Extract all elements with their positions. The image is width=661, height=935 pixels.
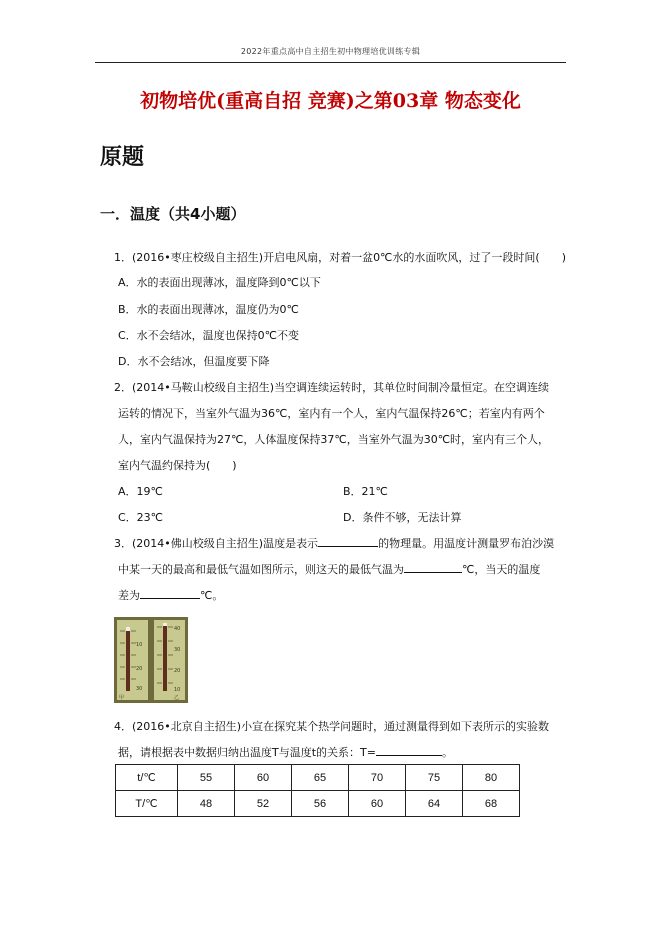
q2-option-c: C．23℃ bbox=[118, 511, 164, 524]
thermometer-right-label: 乙 bbox=[174, 695, 180, 701]
table-cell: 70 bbox=[349, 765, 406, 791]
q3-text: ℃。 bbox=[200, 589, 224, 602]
answer-blank[interactable] bbox=[376, 745, 442, 756]
table-cell: 65 bbox=[292, 765, 349, 791]
thermometer-right-column bbox=[163, 626, 167, 691]
data-table bbox=[115, 764, 520, 817]
tick-label: 10 bbox=[136, 642, 143, 648]
q2-option-b: B．21℃ bbox=[343, 485, 388, 498]
question-4-line-1: 4．(2016•北京自主招生)小宣在探究某个热学问题时，通过测量得到如下表所示的实验数 bbox=[114, 720, 550, 733]
q3-text: ℃，当天的温度 bbox=[462, 563, 541, 576]
tick-label: 40 bbox=[174, 626, 181, 632]
page-header: 2022年重点高中自主招生初中物理培优训练专辑 bbox=[240, 47, 421, 56]
q3-text: 中某一天的最高和最低气温如图所示，则这天的最低气温为 bbox=[118, 563, 404, 576]
table-cell: 64 bbox=[406, 791, 463, 817]
q4-text: 据，请根据表中数据归纳出温度T与温度t的关系：T= bbox=[118, 746, 376, 759]
tick-label: 20 bbox=[174, 668, 181, 674]
table-cell: 68 bbox=[463, 791, 520, 817]
q1-option-c: C．水不会结冰，温度也保持0℃不变 bbox=[118, 329, 300, 342]
table-header-cell: T/℃ bbox=[116, 791, 178, 817]
q1-option-b: B．水的表面出现薄冰，温度仍为0℃ bbox=[118, 303, 299, 316]
q3-text: 差为 bbox=[118, 589, 140, 602]
question-1-stem: 1．(2016•枣庄校级自主招生)开启电风扇，对着一盆0℃水的水面吹风，过了一段时间( ) bbox=[114, 251, 566, 264]
question-2-line-2: 运转的情况下，当室外气温为36℃，室内有一个人，室内气温保持26℃；若室内有两个 bbox=[118, 407, 545, 420]
q3-text: 的物理量。用温度计测量罗布泊沙漠 bbox=[378, 537, 555, 550]
document-title: 初物培优(重高自招 竞赛)之第03章 物态变化 bbox=[140, 90, 521, 112]
q2-option-a: A．19℃ bbox=[118, 485, 163, 498]
table-row bbox=[116, 791, 520, 817]
tick-label: 10 bbox=[174, 687, 181, 693]
tick-label: 20 bbox=[136, 666, 143, 672]
question-2-line-3: 人，室内气温保持为27℃，人体温度保持37℃，当室外气温为30℃时，室内有三个人， bbox=[118, 433, 550, 446]
question-3-line-3 bbox=[118, 587, 223, 603]
q1-option-d: D．水不会结冰，但温度要下降 bbox=[118, 355, 270, 368]
tick-label: 30 bbox=[174, 647, 181, 653]
question-3-line-2 bbox=[118, 561, 540, 577]
table-cell: 48 bbox=[178, 791, 235, 817]
question-3-line-1 bbox=[114, 535, 554, 551]
thermometer-left-label: 甲 bbox=[119, 695, 125, 701]
answer-blank[interactable] bbox=[404, 562, 462, 573]
thermometer-left-column bbox=[126, 631, 130, 691]
table-cell: 60 bbox=[349, 791, 406, 817]
answer-blank[interactable] bbox=[318, 536, 378, 547]
thermometer-left-board bbox=[117, 620, 148, 700]
q4-text: 。 bbox=[441, 746, 453, 759]
tick-label: 30 bbox=[136, 686, 143, 692]
thermometer-figure bbox=[114, 617, 188, 703]
q2-option-d: D．条件不够，无法计算 bbox=[343, 511, 462, 524]
header-divider bbox=[95, 62, 566, 63]
q3-text: 3．(2014•佛山校级自主招生)温度是表示 bbox=[114, 537, 319, 550]
answer-blank[interactable] bbox=[140, 588, 200, 599]
table-cell: 80 bbox=[463, 765, 520, 791]
table-cell: 75 bbox=[406, 765, 463, 791]
table-cell: 55 bbox=[178, 765, 235, 791]
question-2-line-1: 2．(2014•马鞍山校级自主招生)当空调连续运转时，其单位时间制冷量恒定。在空调连续 bbox=[114, 381, 550, 394]
table-header-cell: t/℃ bbox=[116, 765, 178, 791]
q1-option-a: A．水的表面出现薄冰，温度降到0℃以下 bbox=[118, 276, 321, 289]
section-title: 原题 bbox=[100, 144, 145, 170]
table-cell: 60 bbox=[235, 765, 292, 791]
table-row bbox=[116, 765, 520, 791]
question-2-line-4: 室内气温约保持为( ) bbox=[118, 459, 237, 472]
table-cell: 52 bbox=[235, 791, 292, 817]
subsection-title: 一．温度（共4小题） bbox=[100, 205, 246, 223]
question-4-line-2 bbox=[118, 744, 453, 760]
table-cell: 56 bbox=[292, 791, 349, 817]
